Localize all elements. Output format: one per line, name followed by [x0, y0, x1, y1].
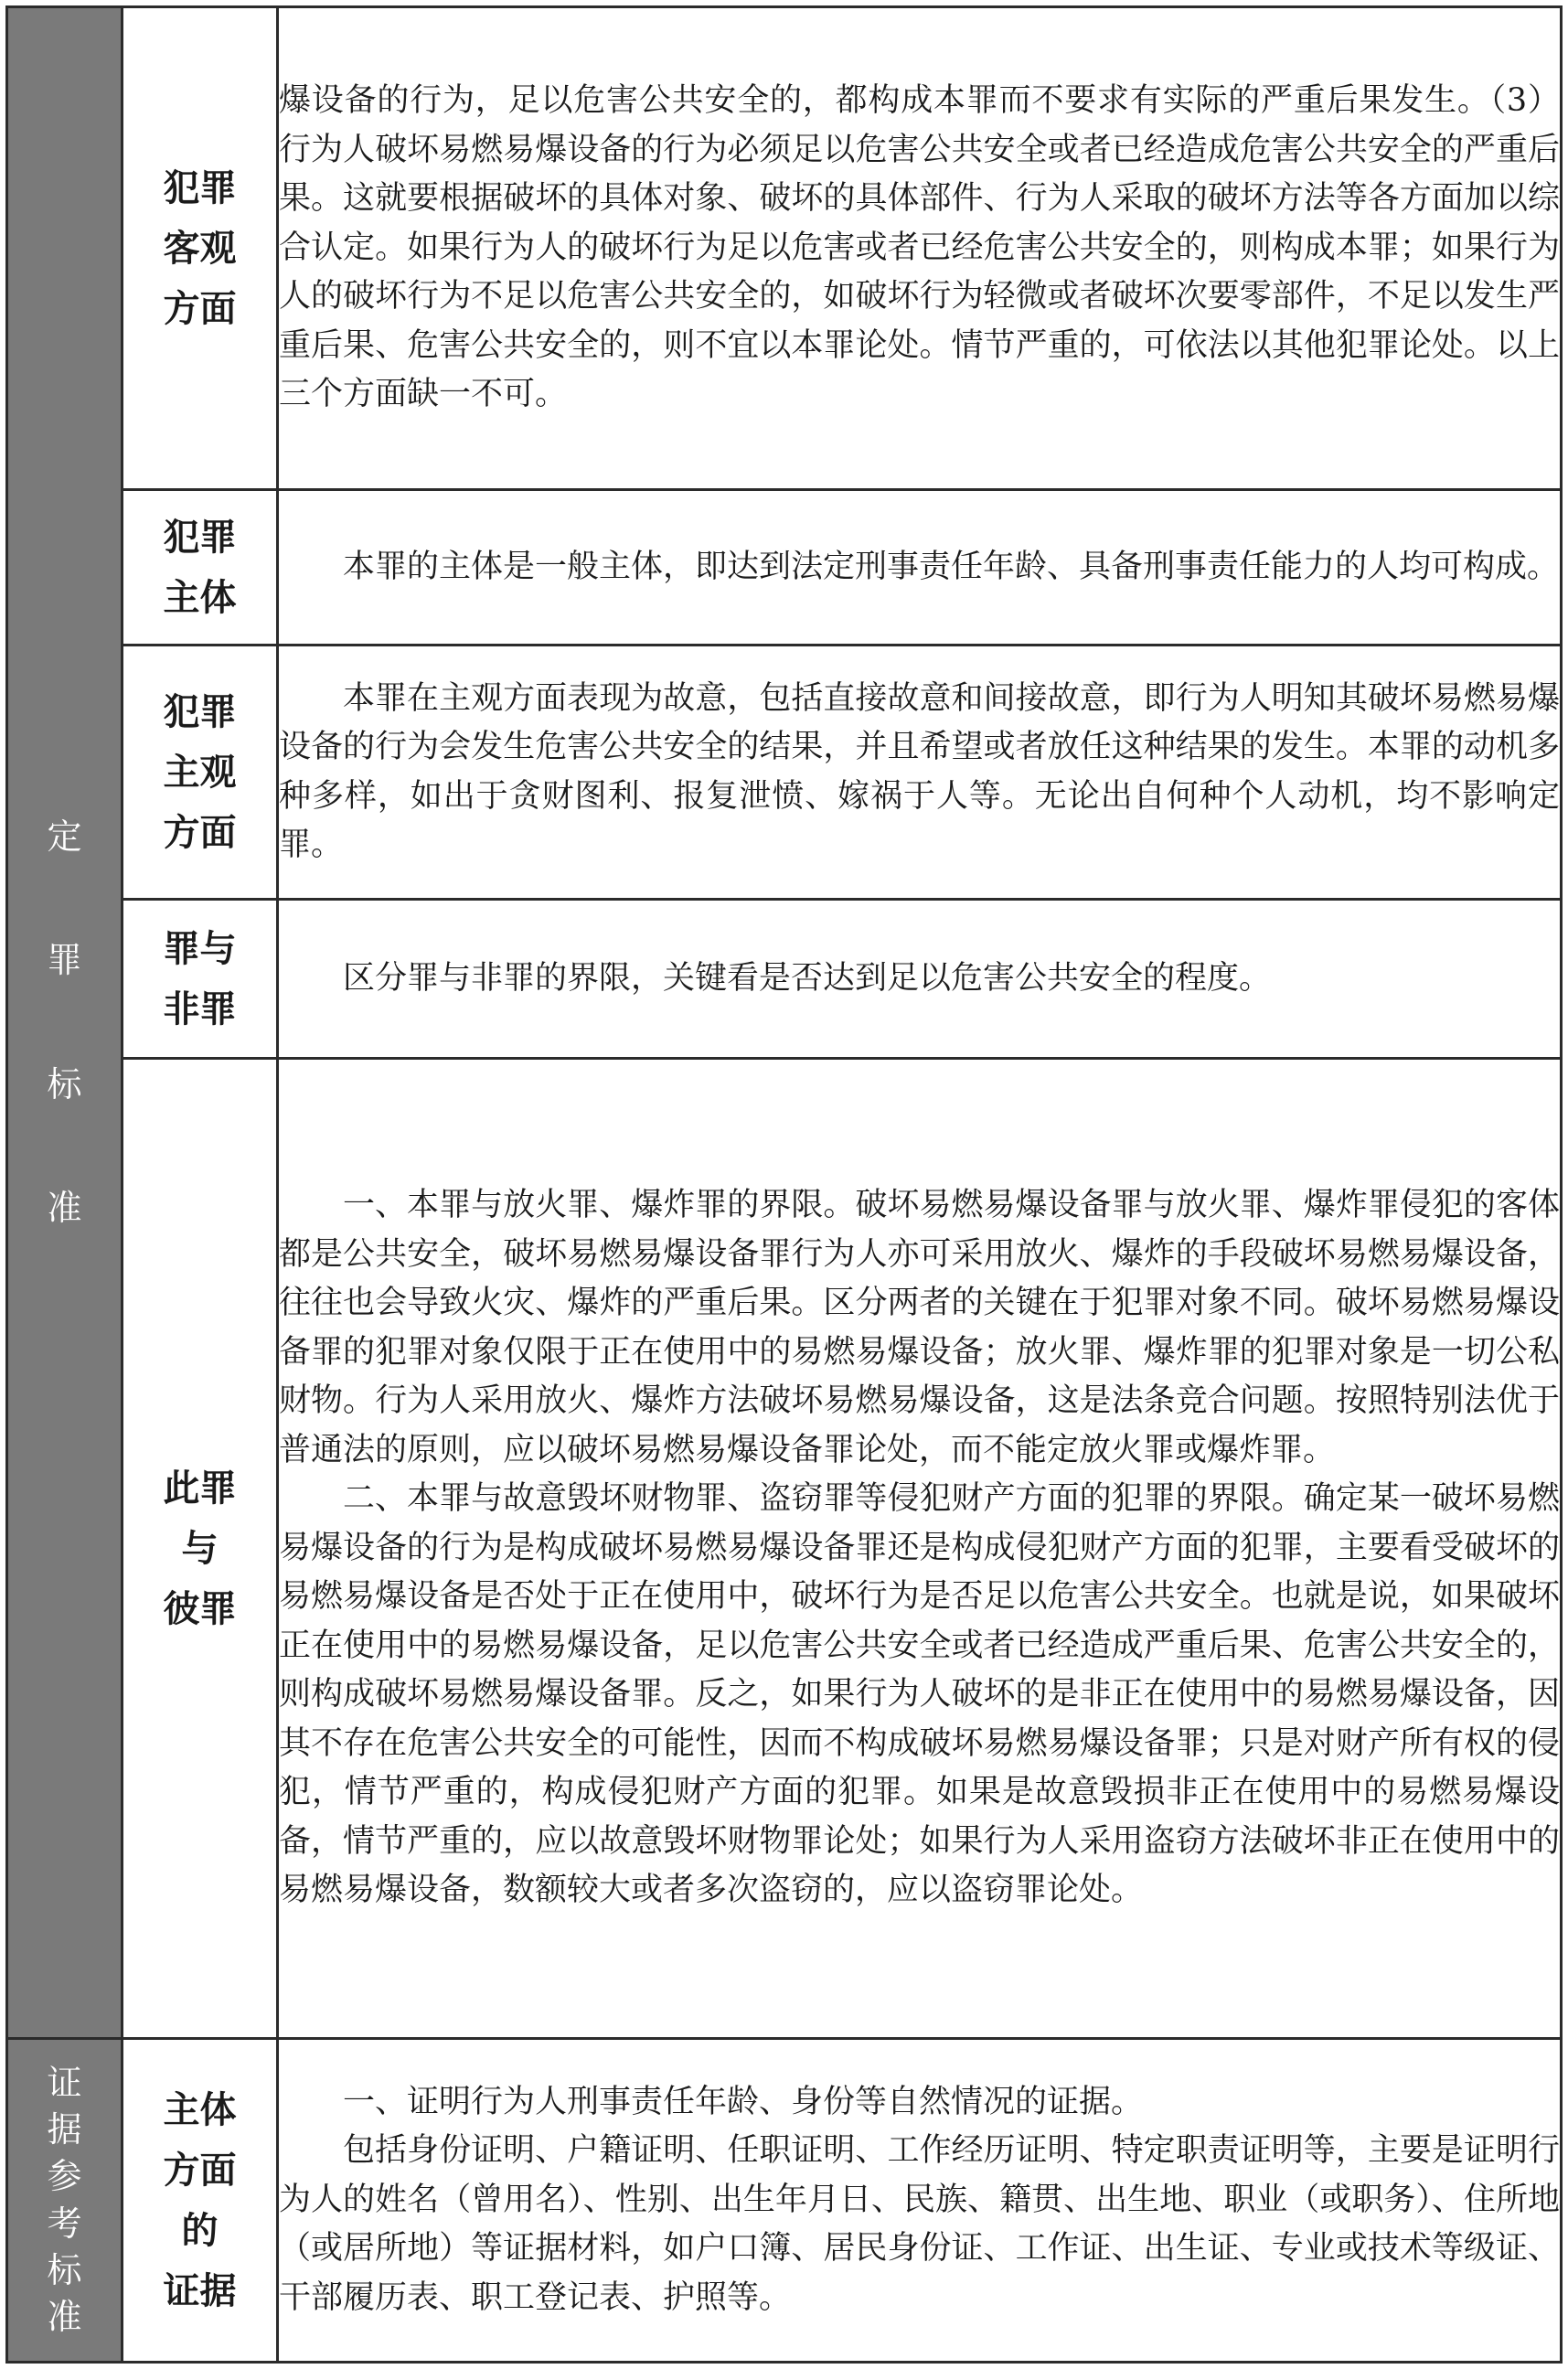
label-line: 证据	[163, 2269, 237, 2312]
label-line: 方面	[163, 811, 237, 854]
row-label-subject	[123, 490, 278, 646]
row-content-subjective	[278, 646, 1562, 900]
label-line: 犯罪	[163, 166, 237, 209]
section-char: 准	[47, 1187, 82, 1228]
section-char: 标	[47, 1063, 82, 1104]
table-row	[7, 900, 1562, 1059]
label-line: 主观	[163, 751, 237, 794]
section-char: 定	[47, 816, 82, 857]
label-line: 犯罪	[163, 516, 237, 559]
row-content-subject-evidence	[278, 2039, 1562, 2363]
paragraph: 爆设备的行为，足以危害公共安全的，都构成本罪而不要求有实际的严重后果发生。（3）行为人破坏易燃易爆设备的行为必须足以危害公共安全或者已经造成危害公共安全的严重后果。这就要根据破坏的具体对象、破坏的具体部件、行为人采取的破坏方法等各方面加以综合认定。如果行为人的破坏行为足以危害或者已经危害公共安全的，则构成本罪；如果行为人的破坏行为不足以危害公共安全的，如破坏行为轻微或者破坏次要零部件，不足以发生严重后果、危害公共安全的，则不宜以本罪论处。情节严重的，可依法以其他犯罪论处。以上三个方面缺一不可。	[279, 82, 1560, 413]
row-label-subjective	[123, 646, 278, 900]
section-char: 证	[47, 2062, 82, 2103]
table-row	[7, 646, 1562, 900]
section-label-zhengju	[7, 2039, 123, 2363]
label-line: 方面	[163, 287, 237, 330]
row-content-objective	[278, 7, 1562, 490]
paragraph: 本罪的主体是一般主体，即达到法定刑事责任年龄、具备刑事责任能力的人均可构成。	[343, 548, 1560, 585]
label-line: 主体	[163, 2088, 237, 2131]
section-char: 参	[47, 2156, 82, 2197]
section-char: 准	[47, 2297, 82, 2338]
section-char: 罪	[47, 940, 82, 981]
paragraph: 本罪在主观方面表现为故意，包括直接故意和间接故意，即行为人明知其破坏易燃易爆设备的行为会发生危害公共安全的结果，并且希望或者放任这种结果的发生。本罪的动机多种多样，如出于贪财图利、报复泄愤、嫁祸于人等。无论出自何种个人动机，均不影响定罪。	[279, 679, 1560, 863]
table-row	[7, 7, 1562, 490]
table-row	[7, 490, 1562, 646]
label-line: 的	[181, 2209, 219, 2252]
paragraph: 二、本罪与故意毁坏财物罪、盗窃罪等侵犯财产方面的犯罪的界限。确定某一破坏易燃易爆设备的行为是构成破坏易燃易爆设备罪还是构成侵犯财产方面的犯罪，主要看受破坏的易燃易爆设备是否处于正在使用中，破坏行为是否足以危害公共安全。也就是说，如果破坏正在使用中的易燃易爆设备，足以危害公共安全或者已经造成严重后果、危害公共安全的，则构成破坏易燃易爆设备罪。反之，如果行为人破坏的是非正在使用中的易燃易爆设备，因其不存在危害公共安全的可能性，因而不构成破坏易燃易爆设备罪；只是对财产所有权的侵犯，情节严重的，构成侵犯财产方面的犯罪。如果是故意毁损非正在使用中的易燃易爆设备，情节严重的，应以故意毁坏财物罪论处；如果行为人采用盗窃方法破坏非正在使用中的易燃易爆设备，数额较大或者多次盗窃的，应以盗窃罪论处。	[279, 1480, 1560, 1909]
section-char: 据	[47, 2108, 82, 2150]
row-label-crime-or-not	[123, 900, 278, 1059]
label-line: 罪与	[163, 927, 237, 970]
section-char: 考	[47, 2203, 82, 2244]
row-label-this-vs-that	[123, 1059, 278, 2039]
section-label-dingzui	[7, 7, 123, 2039]
label-line: 与	[181, 1527, 219, 1570]
label-line: 此罪	[163, 1467, 237, 1510]
label-line: 彼罪	[163, 1587, 237, 1630]
row-label-objective	[123, 7, 278, 490]
crime-standards-table	[5, 5, 1563, 2364]
label-line: 主体	[163, 576, 237, 619]
label-line: 客观	[163, 227, 237, 270]
row-content-this-vs-that	[278, 1059, 1562, 2039]
label-line: 非罪	[163, 987, 237, 1030]
paragraph: 一、证明行为人刑事责任年龄、身份等自然情况的证据。	[343, 2083, 1144, 2120]
paragraph: 区分罪与非罪的界限，关键看是否达到足以危害公共安全的程度。	[343, 959, 1272, 997]
table-row	[7, 1059, 1562, 2039]
table-row	[7, 2039, 1562, 2363]
paragraph: 一、本罪与放火罪、爆炸罪的界限。破坏易燃易爆设备罪与放火罪、爆炸罪侵犯的客体都是公共安全，破坏易燃易爆设备罪行为人亦可采用放火、爆炸的手段破坏易燃易爆设备，往往也会导致火灾、爆炸的严重后果。区分两者的关键在于犯罪对象不同。破坏易燃易爆设备罪的犯罪对象仅限于正在使用中的易燃易爆设备；放火罪、爆炸罪的犯罪对象是一切公私财物。行为人采用放火、爆炸方法破坏易燃易爆设备，这是法条竞合问题。按照特别法优于普通法的原则，应以破坏易燃易爆设备罪论处，而不能定放火罪或爆炸罪。	[279, 1187, 1560, 1468]
section-char: 标	[47, 2249, 82, 2290]
row-content-subject	[278, 490, 1562, 646]
label-line: 犯罪	[163, 690, 237, 733]
row-label-subject-evidence	[123, 2039, 278, 2363]
row-content-crime-or-not	[278, 900, 1562, 1059]
paragraph: 包括身份证明、户籍证明、任职证明、工作经历证明、特定职责证明等，主要是证明行为人的姓名（曾用名）、性别、出生年月日、民族、籍贯、出生地、职业（或职务）、住所地（或居所地）等证据材料，如户口簿、居民身份证、工作证、出生证、专业或技术等级证、干部履历表、职工登记表、护照等。	[279, 2132, 1560, 2316]
label-line: 方面	[163, 2149, 237, 2192]
